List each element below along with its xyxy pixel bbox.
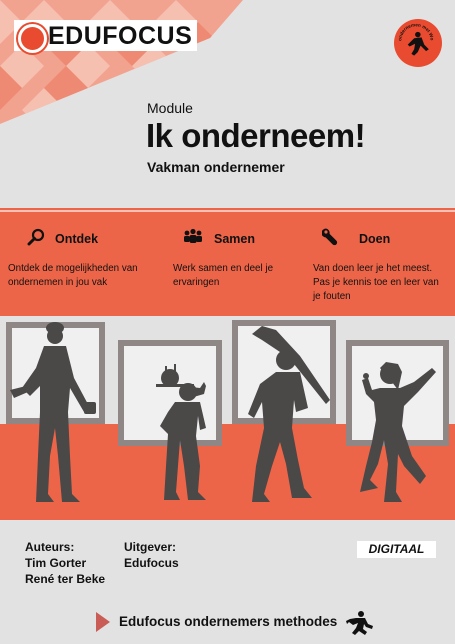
feature-title-ontdek: Ontdek: [55, 232, 99, 246]
edition-badge: DIGITAAL: [357, 541, 436, 558]
series-name: Edufocus ondernemers methodes: [119, 614, 338, 629]
feature-text-samen: Werk samen en deel je ervaringen: [173, 263, 274, 288]
feature-title-doen: Doen: [359, 232, 391, 246]
worker-silhouette: [248, 326, 330, 502]
band-divider: [0, 210, 455, 212]
badge-figure-icon: [394, 19, 438, 63]
author-name: René ter Beke: [25, 572, 106, 586]
magnifier-icon: [27, 228, 45, 246]
authors-label: Auteurs:: [25, 540, 75, 554]
people-icon: [182, 228, 204, 246]
edufocus-logo: [14, 20, 197, 51]
author-name: Tim Gorter: [25, 556, 87, 570]
singer-silhouette: [360, 362, 436, 502]
bricklayer-silhouette: [10, 322, 96, 502]
logo-dot-icon: [18, 24, 47, 53]
cover-subtitle: Vakman ondernemer: [147, 159, 285, 175]
decorative-diamond-pattern: [0, 0, 245, 125]
craftsmen-silhouettes: [0, 316, 455, 520]
worldskills-badge: [394, 19, 442, 67]
svg-text:ondernemen met WorldSkills: [394, 19, 435, 41]
cover-title: Ik onderneem!: [146, 117, 366, 154]
play-triangle-icon: [96, 612, 110, 632]
feature-text-ontdek: Ontdek de mogelijkheden van ondernemen in jou vak: [8, 263, 138, 288]
wrench-icon: [322, 227, 342, 247]
running-figure-icon: [346, 610, 374, 636]
publisher-name: Edufocus: [124, 556, 179, 570]
module-label: Module: [147, 100, 193, 116]
feature-title-samen: Samen: [214, 232, 255, 246]
feature-text-doen: Van doen leer je het meest. Pas je kennis toe en leer van je fouten: [313, 263, 439, 302]
logo-text: EDUFOCUS: [48, 22, 193, 50]
waiter-silhouette: [156, 364, 206, 500]
publisher-label: Uitgever:: [124, 540, 177, 554]
badge-text: ondernemen met Wo: [397, 22, 435, 42]
